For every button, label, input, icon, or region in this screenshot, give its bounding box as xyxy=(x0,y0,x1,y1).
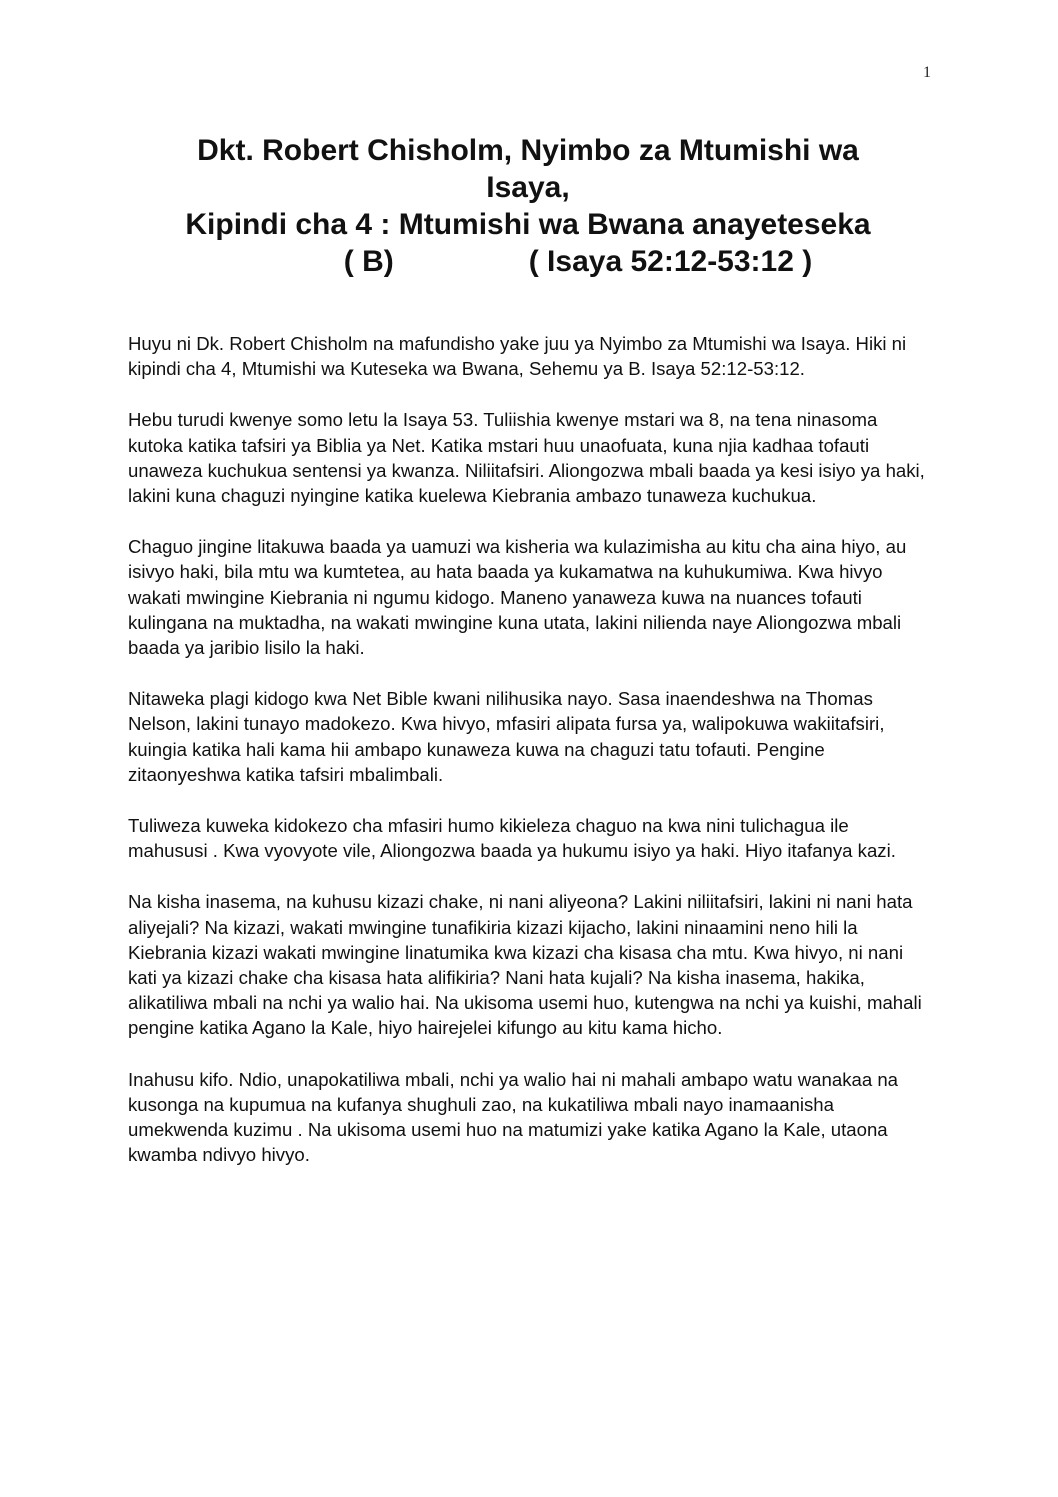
paragraph-3: Chaguo jingine litakuwa baada ya uamuzi wa kisheria wa kulazimisha au kitu cha aina hiyo, au isivyo haki, bila mtu wa kumtetea, au hata baada ya kukamatwa na kuhukumiwa. Kwa hivyo wakati mwingine Kiebrania ni ngumu kidogo. Maneno yanaweza kuwa na nuances tofauti kulingana na muktadha, na wakati mwingine kuna utata, lakini niliendа naye Aliongozwa mbali baada ya jaribio lisilo la haki. xyxy=(128,536,907,659)
title-line-2: Isaya, xyxy=(486,171,570,204)
paragraph-1: Huyu ni Dk. Robert Chisholm na mafundisho yake juu ya Nyimbo za Mtumishi wa Isaya. Hiki ni kipindi cha 4, Mtumishi wa Kuteseka wa Bwana, Sehemu ya B. Isaya 52:12-53:12. xyxy=(128,333,907,380)
document-title xyxy=(128,132,928,280)
paragraph-2: Hebu turudi kwenye somo letu la Isaya 53. Tuliishia kwenye mstari wa 8, na tena ninasoma kutoka katika tafsiri ya Biblia ya Net. Katika mstari huu unaofuata, kuna njia kadhaa tofauti unaweza kuchukua sentensi ya kwanza. Niliitafsiri. Aliongozwa mbali baada ya kesi isiyo ya haki, lakini kuna chaguzi nyingine katika kuelewa Kiebrania ambazo tunaweza kuchukua. xyxy=(128,409,925,507)
page-number: 1 xyxy=(923,64,931,81)
paragraph-6: Na kisha inasema, na kuhusu kizazi chake, ni nani aliyeona? Lakini niliitafsiri, lakini ni nani hata aliyejali? Na kizazi, wakati mwingine tunafikiria kizazi kijacho, lakini ninaamini neno hili la Kiebrania kizazi wakati mwingine linatumika kwa kizazi cha kisasa cha mtu. Kwa hivyo, ni nani kati ya kizazi chake cha kisasa hata alifikiria? Nani hata kujali? Na kisha inasema, hakika, alikatiliwa mbali na nchi ya walio hai. Na ukisoma usemi huo, kutengwa na nchi ya kuishi, mahali pengine katika Agano la Kale, hiyo hairejelei kifungo au kitu kama hicho. xyxy=(128,891,922,1039)
title-part-b: ( B) xyxy=(343,245,394,278)
title-line-1: Dkt. Robert Chisholm, Nyimbo za Mtumishi wa xyxy=(197,134,859,167)
paragraph-5: Tuliweza kuweka kidokezo cha mfasiri humo kikieleza chaguo na kwa nini tulichagua ile mahususi . Kwa vyovyote vile, Aliongozwa baada ya hukumu isiyo ya haki. Hiyo itafanya kazi. xyxy=(128,815,896,862)
paragraph-7: Inahusu kifo. Ndio, unapokatiliwa mbali, nchi ya walio hai ni mahali ambapo watu wanakaa na kusonga na kupumua na kufanya shughuli zao, na kukatiliwa mbali nayo inamaanisha umekwenda kuzimu . Na ukisoma usemi huo na matumizi yake katika Agano la Kale, utaona kwamba ndivyo hivyo. xyxy=(128,1068,899,1166)
title-scripture-reference: ( Isaya 52:12-53:12 ) xyxy=(528,245,813,278)
title-line-3: Kipindi cha 4 : Mtumishi wa Bwana anayeteseka xyxy=(185,208,871,241)
title-line-4 xyxy=(128,243,928,280)
document-body xyxy=(128,331,928,1193)
paragraph-4: Nitaweka plagi kidogo kwa Net Bible kwani nilihusika nayo. Sasa inaendeshwa na Thomas Nelson, lakini tunayo madokezo. Kwa hivyo, mfasiri alipata fursa ya, walipokuwa wakiitafsiri, kuingia katika hali kama hii ambapo kunaweza kuwa na chaguzi tatu tofauti. Pengine zitaonyeshwa katika tafsiri mbalimbali. xyxy=(128,688,885,785)
